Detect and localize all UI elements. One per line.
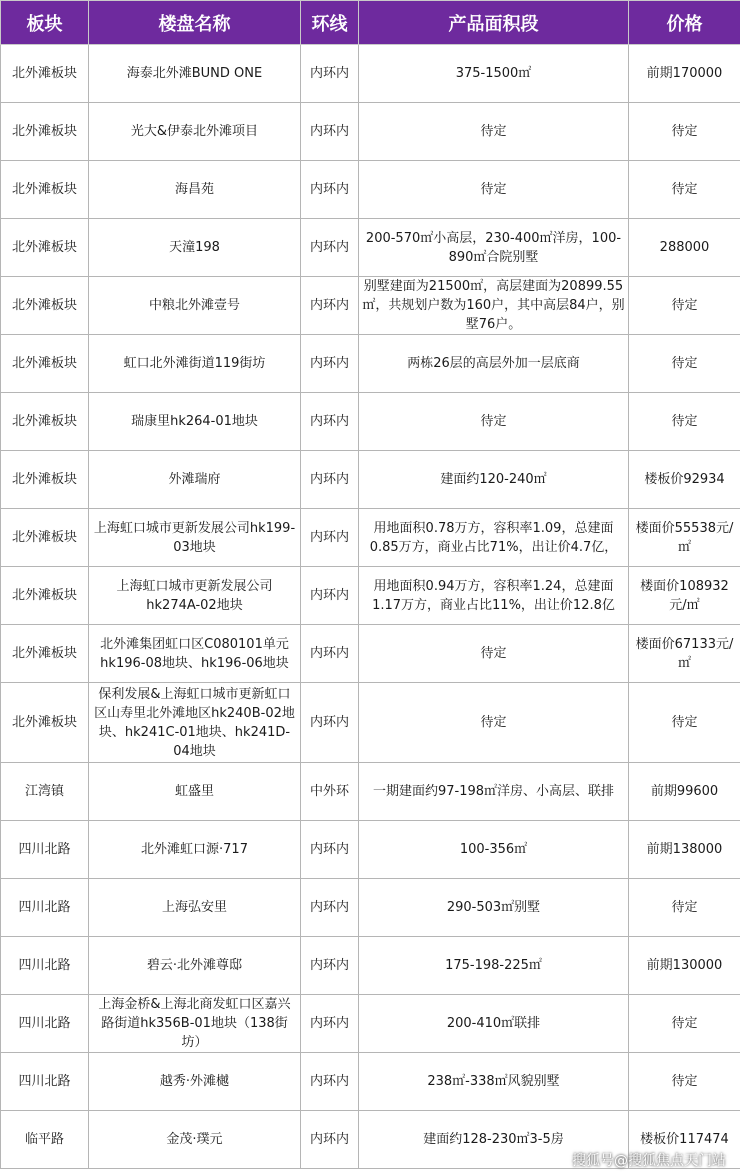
cell-price: 楼面价67133元/㎡ (629, 625, 740, 683)
cell-ring-road: 内环内 (301, 937, 359, 995)
table-row (1, 625, 740, 683)
cell-project-name: 上海虹口城市更新发展公司hk274A-02地块 (89, 567, 301, 625)
cell-project-name: 越秀·外滩樾 (89, 1053, 301, 1111)
cell-price: 待定 (629, 103, 740, 161)
cell-price: 待定 (629, 1053, 740, 1111)
cell-ring-road: 内环内 (301, 451, 359, 509)
cell-area-range: 290-503㎡别墅 (359, 879, 629, 937)
header-row (1, 1, 740, 45)
cell-ring-road: 内环内 (301, 103, 359, 161)
cell-price: 288000 (629, 219, 740, 277)
cell-ring-road: 内环内 (301, 45, 359, 103)
cell-district: 北外滩板块 (1, 103, 89, 161)
table-row (1, 821, 740, 879)
table-row (1, 451, 740, 509)
cell-price: 楼板价92934 (629, 451, 740, 509)
cell-ring-road: 内环内 (301, 509, 359, 567)
cell-district: 四川北路 (1, 821, 89, 879)
cell-district: 四川北路 (1, 995, 89, 1053)
table-row (1, 393, 740, 451)
cell-area-range: 建面约128-230㎡3-5房 (359, 1111, 629, 1169)
cell-area-range: 待定 (359, 683, 629, 763)
header-price: 价格 (629, 1, 740, 45)
cell-project-name: 天潼198 (89, 219, 301, 277)
header-area-range: 产品面积段 (359, 1, 629, 45)
cell-price: 待定 (629, 683, 740, 763)
cell-district: 四川北路 (1, 937, 89, 995)
cell-price: 前期138000 (629, 821, 740, 879)
cell-ring-road: 内环内 (301, 995, 359, 1053)
cell-price: 楼面价55538元/㎡ (629, 509, 740, 567)
cell-area-range: 待定 (359, 161, 629, 219)
header-project-name: 楼盘名称 (89, 1, 301, 45)
table-row (1, 683, 740, 763)
cell-district: 北外滩板块 (1, 625, 89, 683)
table-row (1, 45, 740, 103)
cell-project-name: 虹盛里 (89, 763, 301, 821)
cell-price: 待定 (629, 277, 740, 335)
cell-price: 前期130000 (629, 937, 740, 995)
cell-ring-road: 中外环 (301, 763, 359, 821)
cell-area-range: 待定 (359, 625, 629, 683)
cell-project-name: 上海虹口城市更新发展公司hk199-03地块 (89, 509, 301, 567)
cell-area-range: 待定 (359, 393, 629, 451)
cell-area-range: 待定 (359, 103, 629, 161)
cell-project-name: 瑞康里hk264-01地块 (89, 393, 301, 451)
table-row (1, 335, 740, 393)
cell-area-range: 175-198-225㎡ (359, 937, 629, 995)
cell-ring-road: 内环内 (301, 277, 359, 335)
cell-project-name: 海泰北外滩BUND ONE (89, 45, 301, 103)
cell-ring-road: 内环内 (301, 625, 359, 683)
cell-district: 临平路 (1, 1111, 89, 1169)
cell-project-name: 上海金桥&上海北商发虹口区嘉兴路街道hk356B-01地块（138街坊） (89, 995, 301, 1053)
watermark: 搜狐号@搜狐焦点天门站 (572, 1153, 726, 1169)
cell-area-range: 别墅建面为21500㎡，高层建面为20899.55㎡，共规划户数为160户，其中高层84户，别墅76户。 (359, 277, 629, 335)
cell-ring-road: 内环内 (301, 161, 359, 219)
cell-area-range: 用地面积0.94万方，容积率1.24，总建面1.17万方，商业占比11%，出让价12.8亿 (359, 567, 629, 625)
cell-project-name: 上海弘安里 (89, 879, 301, 937)
table-row (1, 567, 740, 625)
cell-area-range: 200-410㎡联排 (359, 995, 629, 1053)
cell-ring-road: 内环内 (301, 683, 359, 763)
cell-ring-road: 内环内 (301, 1111, 359, 1169)
cell-district: 北外滩板块 (1, 161, 89, 219)
cell-ring-road: 内环内 (301, 821, 359, 879)
cell-ring-road: 内环内 (301, 567, 359, 625)
header-district: 板块 (1, 1, 89, 45)
cell-price: 待定 (629, 393, 740, 451)
table-row (1, 763, 740, 821)
cell-district: 北外滩板块 (1, 451, 89, 509)
cell-district: 北外滩板块 (1, 219, 89, 277)
cell-price: 楼板价117474 (629, 1111, 740, 1169)
cell-project-name: 海昌苑 (89, 161, 301, 219)
cell-price: 前期170000 (629, 45, 740, 103)
cell-district: 北外滩板块 (1, 45, 89, 103)
cell-price: 前期99600 (629, 763, 740, 821)
cell-district: 四川北路 (1, 1053, 89, 1111)
cell-price: 待定 (629, 335, 740, 393)
cell-area-range: 建面约120-240㎡ (359, 451, 629, 509)
header-ring-road: 环线 (301, 1, 359, 45)
cell-district: 北外滩板块 (1, 335, 89, 393)
table-row (1, 103, 740, 161)
cell-price: 楼面价108932元/㎡ (629, 567, 740, 625)
cell-area-range: 100-356㎡ (359, 821, 629, 879)
cell-ring-road: 内环内 (301, 1053, 359, 1111)
cell-area-range: 用地面积0.78万方，容积率1.09，总建面0.85万方，商业占比71%，出让价4.7亿， (359, 509, 629, 567)
cell-area-range: 一期建面约97-198㎡洋房、小高层、联排 (359, 763, 629, 821)
table-row (1, 219, 740, 277)
cell-project-name: 外滩瑞府 (89, 451, 301, 509)
cell-district: 北外滩板块 (1, 277, 89, 335)
cell-project-name: 保利发展&上海虹口城市更新虹口区山寿里北外滩地区hk240B-02地块、hk241C-01地块、hk241D-04地块 (89, 683, 301, 763)
cell-district: 北外滩板块 (1, 509, 89, 567)
cell-area-range: 238㎡-338㎡风貌别墅 (359, 1053, 629, 1111)
table-row (1, 995, 740, 1053)
table-row (1, 879, 740, 937)
cell-price: 待定 (629, 879, 740, 937)
cell-district: 江湾镇 (1, 763, 89, 821)
cell-district: 四川北路 (1, 879, 89, 937)
table-row (1, 161, 740, 219)
cell-area-range: 两栋26层的高层外加一层底商 (359, 335, 629, 393)
cell-ring-road: 内环内 (301, 879, 359, 937)
cell-district: 北外滩板块 (1, 393, 89, 451)
cell-project-name: 光大&伊泰北外滩项目 (89, 103, 301, 161)
cell-project-name: 金茂·璞元 (89, 1111, 301, 1169)
table-row (1, 937, 740, 995)
table-row (1, 509, 740, 567)
table-row (1, 277, 740, 335)
table-row (1, 1053, 740, 1111)
cell-ring-road: 内环内 (301, 219, 359, 277)
cell-price: 待定 (629, 161, 740, 219)
cell-ring-road: 内环内 (301, 335, 359, 393)
cell-area-range: 375-1500㎡ (359, 45, 629, 103)
cell-area-range: 200-570㎡小高层，230-400㎡洋房，100-890㎡合院别墅 (359, 219, 629, 277)
cell-project-name: 中粮北外滩壹号 (89, 277, 301, 335)
cell-price: 待定 (629, 995, 740, 1053)
cell-project-name: 北外滩虹口源·717 (89, 821, 301, 879)
cell-district: 北外滩板块 (1, 567, 89, 625)
cell-project-name: 虹口北外滩街道119街坊 (89, 335, 301, 393)
cell-ring-road: 内环内 (301, 393, 359, 451)
cell-project-name: 碧云·北外滩尊邸 (89, 937, 301, 995)
cell-district: 北外滩板块 (1, 683, 89, 763)
cell-project-name: 北外滩集团虹口区C080101单元hk196-08地块、hk196-06地块 (89, 625, 301, 683)
